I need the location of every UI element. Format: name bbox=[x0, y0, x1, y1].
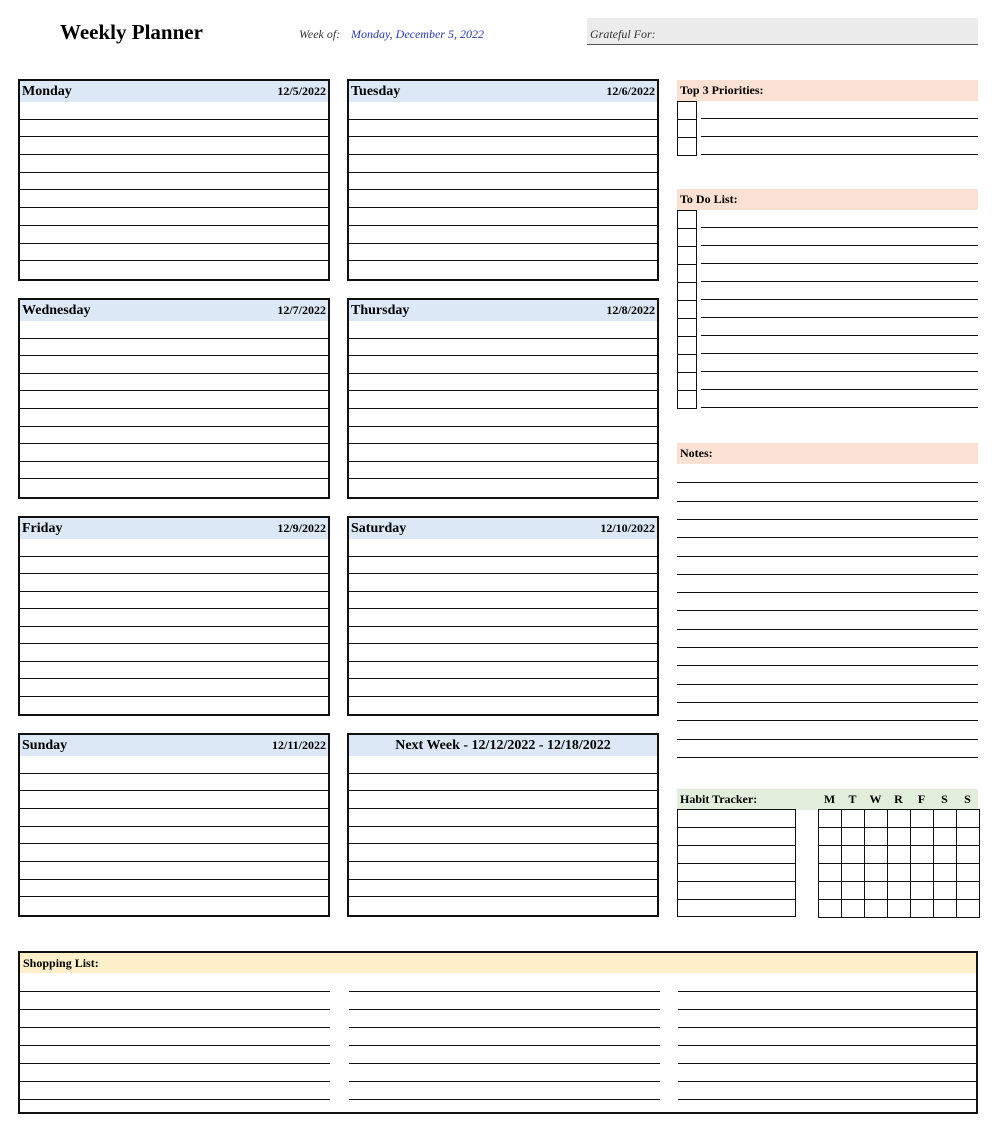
writing-line[interactable] bbox=[20, 609, 328, 627]
checkbox[interactable] bbox=[677, 390, 697, 409]
notes-line[interactable] bbox=[677, 665, 978, 666]
writing-line[interactable] bbox=[20, 756, 328, 774]
shopping-line[interactable] bbox=[20, 991, 330, 992]
notes-line[interactable] bbox=[677, 556, 978, 557]
next-week-header bbox=[349, 735, 657, 756]
writing-line[interactable] bbox=[20, 244, 328, 262]
checklist-row bbox=[677, 101, 978, 119]
shopping-line[interactable] bbox=[349, 991, 660, 992]
habit-cell[interactable] bbox=[865, 864, 888, 882]
shopping-line[interactable] bbox=[678, 1081, 976, 1082]
habit-cell[interactable] bbox=[957, 864, 980, 882]
day-name: Thursday bbox=[351, 302, 410, 318]
shopping-line[interactable] bbox=[678, 1099, 976, 1100]
writing-line[interactable] bbox=[20, 697, 328, 715]
writing-line[interactable] bbox=[20, 809, 328, 827]
writing-line[interactable] bbox=[349, 756, 657, 774]
writing-line[interactable] bbox=[349, 809, 657, 827]
shopping-line[interactable] bbox=[20, 1081, 330, 1082]
writing-line[interactable] bbox=[349, 897, 657, 915]
habit-cell[interactable] bbox=[934, 864, 957, 882]
writing-line[interactable] bbox=[20, 592, 328, 610]
notes-line[interactable] bbox=[677, 537, 978, 538]
writing-line[interactable] bbox=[349, 539, 657, 557]
checklist-row bbox=[677, 119, 978, 137]
habit-cell[interactable] bbox=[957, 828, 980, 846]
writing-line[interactable] bbox=[20, 574, 328, 592]
writing-line[interactable] bbox=[20, 539, 328, 557]
todo-list[interactable] bbox=[677, 210, 978, 408]
checklist-row bbox=[677, 354, 978, 372]
habit-cell[interactable] bbox=[842, 828, 865, 846]
checkbox[interactable] bbox=[677, 137, 697, 156]
writing-line[interactable] bbox=[349, 462, 657, 480]
writing-line[interactable] bbox=[349, 356, 657, 374]
day-lines[interactable] bbox=[349, 539, 657, 714]
day-header bbox=[20, 300, 328, 321]
shopping-list-lines[interactable] bbox=[20, 973, 976, 1112]
habit-cell[interactable] bbox=[819, 828, 842, 846]
writing-line[interactable] bbox=[20, 444, 328, 462]
habit-cell[interactable] bbox=[842, 900, 865, 918]
shopping-line[interactable] bbox=[20, 1009, 330, 1010]
day-header bbox=[349, 300, 657, 321]
habit-cell[interactable] bbox=[911, 900, 934, 918]
writing-line[interactable] bbox=[20, 897, 328, 915]
notes-header bbox=[677, 443, 978, 464]
day-box-friday bbox=[18, 516, 330, 716]
habit-name-row[interactable] bbox=[678, 810, 795, 828]
writing-line[interactable] bbox=[349, 208, 657, 226]
writing-line[interactable] bbox=[349, 190, 657, 208]
habit-cell[interactable] bbox=[865, 810, 888, 828]
day-box-saturday bbox=[347, 516, 659, 716]
notes-line[interactable] bbox=[677, 482, 978, 483]
habit-day-labels bbox=[818, 789, 979, 810]
notes-line[interactable] bbox=[677, 610, 978, 611]
shopping-line[interactable] bbox=[678, 1045, 976, 1046]
shopping-line[interactable] bbox=[349, 1063, 660, 1064]
habit-day-label: T bbox=[848, 792, 857, 806]
writing-line[interactable] bbox=[349, 427, 657, 445]
notes-line[interactable] bbox=[677, 684, 978, 685]
day-box-thursday bbox=[347, 298, 659, 499]
habit-cell[interactable] bbox=[865, 900, 888, 918]
notes-line[interactable] bbox=[677, 629, 978, 630]
shopping-line[interactable] bbox=[349, 1081, 660, 1082]
priorities-header bbox=[677, 80, 978, 101]
day-header bbox=[20, 81, 328, 102]
week-of-value[interactable]: Monday, December 5, 2022 bbox=[351, 27, 484, 41]
writing-line[interactable] bbox=[349, 155, 657, 173]
checklist-row bbox=[677, 372, 978, 390]
writing-line[interactable] bbox=[20, 627, 328, 645]
notes-line[interactable] bbox=[677, 574, 978, 575]
checklist-row bbox=[677, 300, 978, 318]
todo-label: To Do List: bbox=[680, 192, 738, 206]
shopping-line[interactable] bbox=[678, 1027, 976, 1028]
writing-line[interactable] bbox=[349, 374, 657, 392]
habit-cell[interactable] bbox=[911, 846, 934, 864]
priorities-list[interactable] bbox=[677, 101, 978, 156]
writing-line[interactable] bbox=[20, 862, 328, 880]
day-lines[interactable] bbox=[20, 321, 328, 497]
writing-line[interactable] bbox=[349, 339, 657, 357]
writing-line[interactable] bbox=[349, 697, 657, 715]
checkbox[interactable] bbox=[677, 354, 697, 373]
checklist-row bbox=[677, 228, 978, 246]
habit-cell[interactable] bbox=[934, 882, 957, 900]
writing-line[interactable] bbox=[349, 679, 657, 697]
habit-cell[interactable] bbox=[911, 864, 934, 882]
habit-name-row[interactable] bbox=[678, 828, 795, 846]
notes-line[interactable] bbox=[677, 720, 978, 721]
next-week-lines[interactable] bbox=[349, 756, 657, 915]
writing-line[interactable] bbox=[20, 409, 328, 427]
habit-cell[interactable] bbox=[888, 846, 911, 864]
habit-day-label: S bbox=[964, 792, 971, 806]
habit-grid[interactable] bbox=[818, 809, 980, 918]
writing-line[interactable] bbox=[20, 261, 328, 279]
writing-line[interactable] bbox=[349, 102, 657, 120]
writing-line[interactable] bbox=[20, 679, 328, 697]
writing-line[interactable] bbox=[20, 226, 328, 244]
checklist-row bbox=[677, 318, 978, 336]
writing-line[interactable] bbox=[349, 774, 657, 792]
day-lines[interactable] bbox=[20, 756, 328, 915]
day-lines[interactable] bbox=[349, 102, 657, 279]
shopping-list-label: Shopping List: bbox=[23, 955, 99, 970]
writing-line[interactable] bbox=[349, 173, 657, 191]
writing-line[interactable] bbox=[20, 462, 328, 480]
day-name: Tuesday bbox=[351, 83, 401, 99]
checkbox[interactable] bbox=[677, 101, 697, 120]
notes-line[interactable] bbox=[677, 702, 978, 703]
page-title: Weekly Planner bbox=[60, 20, 203, 44]
writing-line[interactable] bbox=[20, 321, 328, 339]
writing-line[interactable] bbox=[20, 557, 328, 575]
habit-cell[interactable] bbox=[888, 810, 911, 828]
writing-line[interactable] bbox=[20, 137, 328, 155]
grateful-for-field[interactable] bbox=[587, 18, 978, 45]
habit-name-row[interactable] bbox=[678, 864, 795, 882]
writing-line[interactable] bbox=[20, 208, 328, 226]
habit-cell[interactable] bbox=[957, 846, 980, 864]
checklist-row bbox=[677, 282, 978, 300]
writing-line[interactable] bbox=[20, 427, 328, 445]
checklist-row bbox=[677, 264, 978, 282]
habit-cell[interactable] bbox=[934, 900, 957, 918]
writing-line[interactable] bbox=[349, 391, 657, 409]
shopping-line[interactable] bbox=[20, 1027, 330, 1028]
writing-line[interactable] bbox=[349, 592, 657, 610]
shopping-line[interactable] bbox=[349, 1009, 660, 1010]
checklist-row bbox=[677, 390, 978, 408]
notes-line[interactable] bbox=[677, 647, 978, 648]
writing-line[interactable] bbox=[349, 244, 657, 262]
shopping-line[interactable] bbox=[20, 1045, 330, 1046]
next-week-label: Next Week - 12/12/2022 - 12/18/2022 bbox=[395, 737, 611, 753]
writing-line[interactable] bbox=[20, 120, 328, 138]
day-box-sunday bbox=[18, 733, 330, 917]
day-header bbox=[20, 735, 328, 756]
shopping-line[interactable] bbox=[20, 1099, 330, 1100]
writing-line[interactable] bbox=[20, 774, 328, 792]
writing-line[interactable] bbox=[349, 862, 657, 880]
writing-line[interactable] bbox=[349, 844, 657, 862]
shopping-line[interactable] bbox=[349, 1027, 660, 1028]
writing-line[interactable] bbox=[349, 609, 657, 627]
writing-line[interactable] bbox=[349, 791, 657, 809]
writing-line[interactable] bbox=[349, 479, 657, 497]
checkbox[interactable] bbox=[677, 282, 697, 301]
writing-line[interactable] bbox=[20, 644, 328, 662]
notes-line[interactable] bbox=[677, 501, 978, 502]
shopping-line[interactable] bbox=[20, 1063, 330, 1064]
writing-line[interactable] bbox=[349, 321, 657, 339]
writing-line[interactable] bbox=[20, 844, 328, 862]
writing-line[interactable] bbox=[20, 374, 328, 392]
habit-cell[interactable] bbox=[934, 828, 957, 846]
day-date: 12/10/2022 bbox=[600, 521, 655, 535]
checkbox[interactable] bbox=[677, 246, 697, 265]
notes-line[interactable] bbox=[677, 739, 978, 740]
todo-header bbox=[677, 189, 978, 210]
grateful-for-label: Grateful For: bbox=[590, 27, 656, 41]
shopping-list-box bbox=[18, 951, 978, 1114]
notes-line[interactable] bbox=[677, 757, 978, 758]
writing-line[interactable] bbox=[20, 479, 328, 497]
writing-line[interactable] bbox=[20, 391, 328, 409]
day-date: 12/8/2022 bbox=[606, 303, 655, 317]
writing-line[interactable] bbox=[349, 444, 657, 462]
shopping-line[interactable] bbox=[349, 1045, 660, 1046]
habit-cell[interactable] bbox=[842, 882, 865, 900]
writing-line[interactable] bbox=[349, 409, 657, 427]
notes-lines[interactable] bbox=[677, 464, 978, 756]
habit-cell[interactable] bbox=[819, 882, 842, 900]
writing-line[interactable] bbox=[349, 880, 657, 898]
day-date: 12/5/2022 bbox=[277, 84, 326, 98]
habit-cell[interactable] bbox=[911, 882, 934, 900]
habit-cell[interactable] bbox=[842, 810, 865, 828]
habit-cell[interactable] bbox=[819, 810, 842, 828]
day-name: Saturday bbox=[351, 520, 407, 536]
habit-tracker-label: Habit Tracker: bbox=[680, 792, 758, 806]
checkbox[interactable] bbox=[677, 228, 697, 247]
notes-line[interactable] bbox=[677, 519, 978, 520]
day-name: Sunday bbox=[22, 737, 68, 753]
checkbox[interactable] bbox=[677, 300, 697, 319]
day-name: Friday bbox=[22, 520, 63, 536]
writing-line[interactable] bbox=[20, 356, 328, 374]
writing-line[interactable] bbox=[349, 557, 657, 575]
habit-cell[interactable] bbox=[842, 846, 865, 864]
habit-cell[interactable] bbox=[934, 810, 957, 828]
checklist-line[interactable] bbox=[701, 407, 978, 408]
habit-cell[interactable] bbox=[888, 828, 911, 846]
checkbox[interactable] bbox=[677, 264, 697, 283]
checklist-row bbox=[677, 246, 978, 264]
shopping-list-header bbox=[20, 953, 976, 973]
writing-line[interactable] bbox=[349, 261, 657, 279]
writing-line[interactable] bbox=[20, 173, 328, 191]
habit-cell[interactable] bbox=[888, 864, 911, 882]
writing-line[interactable] bbox=[349, 644, 657, 662]
habit-cell[interactable] bbox=[911, 810, 934, 828]
habit-name-row[interactable] bbox=[678, 882, 795, 900]
writing-line[interactable] bbox=[349, 662, 657, 680]
habit-day-label: S bbox=[941, 792, 948, 806]
writing-line[interactable] bbox=[20, 662, 328, 680]
habit-cell[interactable] bbox=[819, 864, 842, 882]
writing-line[interactable] bbox=[20, 102, 328, 120]
day-date: 12/9/2022 bbox=[277, 521, 326, 535]
habit-cell[interactable] bbox=[842, 864, 865, 882]
writing-line[interactable] bbox=[20, 880, 328, 898]
writing-line[interactable] bbox=[20, 827, 328, 845]
habit-cell[interactable] bbox=[865, 828, 888, 846]
writing-line[interactable] bbox=[349, 120, 657, 138]
habit-cell[interactable] bbox=[865, 846, 888, 864]
writing-line[interactable] bbox=[20, 155, 328, 173]
checklist-line[interactable] bbox=[701, 154, 978, 155]
day-box-wednesday bbox=[18, 298, 330, 499]
week-of-label: Week of: bbox=[299, 27, 341, 41]
habit-cell[interactable] bbox=[888, 900, 911, 918]
habit-day-label: M bbox=[823, 792, 836, 806]
next-week-box bbox=[347, 733, 659, 917]
habit-cell[interactable] bbox=[957, 882, 980, 900]
checklist-row bbox=[677, 137, 978, 155]
habit-name-row[interactable] bbox=[678, 846, 795, 864]
writing-line[interactable] bbox=[349, 627, 657, 645]
habit-names-list[interactable] bbox=[677, 809, 796, 917]
checkbox[interactable] bbox=[677, 119, 697, 138]
writing-line[interactable] bbox=[20, 339, 328, 357]
habit-cell[interactable] bbox=[957, 810, 980, 828]
writing-line[interactable] bbox=[349, 137, 657, 155]
writing-line[interactable] bbox=[349, 574, 657, 592]
checkbox[interactable] bbox=[677, 210, 697, 229]
checklist-row bbox=[677, 336, 978, 354]
writing-line[interactable] bbox=[20, 791, 328, 809]
checklist-row bbox=[677, 210, 978, 228]
habit-cell[interactable] bbox=[819, 900, 842, 918]
day-lines[interactable] bbox=[20, 539, 328, 714]
notes-line[interactable] bbox=[677, 592, 978, 593]
checkbox[interactable] bbox=[677, 372, 697, 391]
writing-line[interactable] bbox=[349, 827, 657, 845]
habit-name-row[interactable] bbox=[678, 900, 795, 918]
shopping-line[interactable] bbox=[678, 1063, 976, 1064]
day-date: 12/7/2022 bbox=[277, 303, 326, 317]
checkbox[interactable] bbox=[677, 336, 697, 355]
day-box-tuesday bbox=[347, 79, 659, 281]
checkbox[interactable] bbox=[677, 318, 697, 337]
habit-cell[interactable] bbox=[957, 900, 980, 918]
day-lines[interactable] bbox=[20, 102, 328, 279]
day-date: 12/6/2022 bbox=[606, 84, 655, 98]
habit-cell[interactable] bbox=[934, 846, 957, 864]
habit-cell[interactable] bbox=[911, 828, 934, 846]
priorities-label: Top 3 Priorities: bbox=[680, 83, 764, 97]
habit-cell[interactable] bbox=[865, 882, 888, 900]
shopping-line[interactable] bbox=[349, 1099, 660, 1100]
day-name: Wednesday bbox=[22, 302, 91, 318]
day-header bbox=[20, 518, 328, 539]
writing-line[interactable] bbox=[20, 190, 328, 208]
day-header bbox=[349, 81, 657, 102]
day-date: 12/11/2022 bbox=[271, 738, 326, 752]
day-name: Monday bbox=[22, 83, 72, 99]
day-box-monday bbox=[18, 79, 330, 281]
day-lines[interactable] bbox=[349, 321, 657, 497]
notes-label: Notes: bbox=[680, 446, 713, 460]
habit-day-label: W bbox=[869, 792, 882, 806]
habit-cell[interactable] bbox=[819, 846, 842, 864]
writing-line[interactable] bbox=[349, 226, 657, 244]
habit-cell[interactable] bbox=[888, 882, 911, 900]
shopping-line[interactable] bbox=[678, 1009, 976, 1010]
shopping-line[interactable] bbox=[678, 991, 976, 992]
day-header bbox=[349, 518, 657, 539]
habit-day-label: R bbox=[894, 792, 903, 806]
habit-day-label: F bbox=[917, 792, 926, 806]
